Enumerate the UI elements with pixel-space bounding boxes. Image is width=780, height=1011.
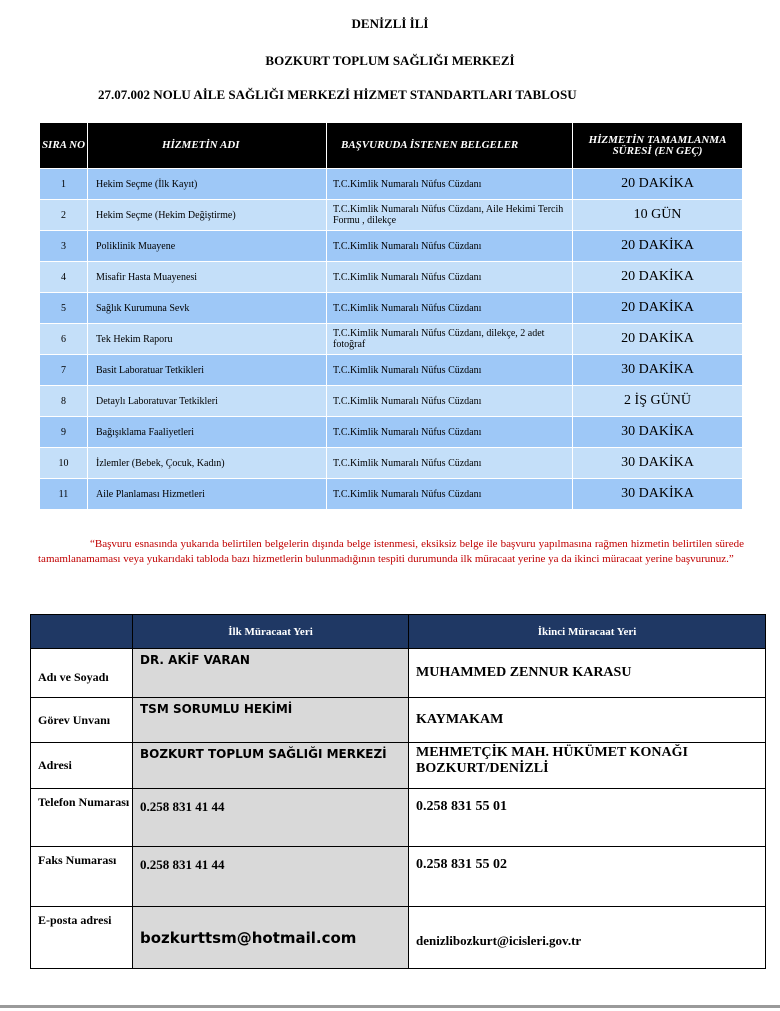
service-duration: 30 DAKİKA [573,417,743,448]
col-header-name: HİZMETİN ADI [88,123,327,169]
service-no: 7 [40,355,88,386]
province-title: DENİZLİ İLİ [351,16,429,31]
service-row [40,448,743,479]
service-docs: T.C.Kimlik Numaralı Nüfus Cüzdanı [327,293,573,324]
service-no: 3 [40,231,88,262]
service-docs: T.C.Kimlik Numaralı Nüfus Cüzdanı, Aile Hekimi Tercih Formu , dilekçe [327,200,573,231]
second-contact-email: denizlibozkurt@icisleri.gov.tr [409,907,766,969]
service-no: 5 [40,293,88,324]
second-contact-value: 0.258 831 55 02 [409,847,766,907]
contact-label: Telefon Numarası [31,789,133,847]
contact-row [31,789,766,847]
service-duration: 30 DAKİKA [573,479,743,510]
services-body [40,169,743,510]
service-row [40,479,743,510]
second-contact-value: 0.258 831 55 01 [409,789,766,847]
service-name: Poliklinik Muayene [88,231,327,262]
service-row [40,293,743,324]
contact-header-row [31,615,766,649]
service-name: Sağlık Kurumuna Sevk [88,293,327,324]
service-name: Basit Laboratuar Tetkikleri [88,355,327,386]
service-no: 9 [40,417,88,448]
service-docs: T.C.Kimlik Numaralı Nüfus Cüzdanı [327,448,573,479]
service-row [40,324,743,355]
first-contact-value: DR. AKİF VARAN [133,649,409,698]
contact-body [31,649,766,969]
service-no: 8 [40,386,88,417]
service-no: 6 [40,324,88,355]
contact-label: Adı ve Soyadı [31,649,133,698]
contact-row [31,847,766,907]
service-docs: T.C.Kimlik Numaralı Nüfus Cüzdanı, dilekçe, 2 adet fotoğraf [327,324,573,355]
service-docs: T.C.Kimlik Numaralı Nüfus Cüzdanı [327,386,573,417]
page-bottom-rule [0,1005,780,1008]
complaint-note: “Başvuru esnasında yukarıda belirtilen belgelerin dışında belge istenmesi, eksiksiz belge ile başvuru yapılmasına rağmen hizmetin belirtilen sürede tamamlanamaması veya yukarıdaki tabloda bazı hizmetlerin bulunmadığının tespiti durumunda ilk müracaat yerine ya da ikinci müracaat yerine başvurunuz.” [38,538,744,565]
first-contact-value: BOZKURT TOPLUM SAĞLIĞI MERKEZİ [133,743,409,789]
service-duration: 30 DAKİKA [573,355,743,386]
service-name: Hekim Seçme (İlk Kayıt) [88,169,327,200]
service-no: 4 [40,262,88,293]
service-name: Aile Planlaması Hizmetleri [88,479,327,510]
service-no: 11 [40,479,88,510]
second-contact-value: KAYMAKAM [409,698,766,743]
services-header-row [40,123,743,169]
contact-label: Faks Numarası [31,847,133,907]
service-docs: T.C.Kimlik Numaralı Nüfus Cüzdanı [327,417,573,448]
first-contact-value: 0.258 831 41 44 [133,847,409,907]
service-no: 2 [40,200,88,231]
service-docs: T.C.Kimlik Numaralı Nüfus Cüzdanı [327,479,573,510]
service-docs: T.C.Kimlik Numaralı Nüfus Cüzdanı [327,262,573,293]
col-header-duration: HİZMETİN TAMAMLANMA SÜRESİ (EN GEÇ) [573,123,743,169]
service-row [40,417,743,448]
service-name: Misafir Hasta Muayenesi [88,262,327,293]
service-duration: 30 DAKİKA [573,448,743,479]
contact-label: E-posta adresi [31,907,133,969]
service-row [40,355,743,386]
contact-row [31,907,766,969]
contact-label: Görev Unvanı [31,698,133,743]
second-contact-value: MUHAMMED ZENNUR KARASU [409,649,766,698]
table-title: 27.07.002 NOLU AİLE SAĞLIĞI MERKEZİ HİZMET STANDARTLARI TABLOSU [98,87,577,102]
col-header-no: SIRA NO [40,123,88,169]
contact-header-second: İkinci Müracaat Yeri [409,615,766,649]
service-row [40,262,743,293]
contact-row [31,743,766,789]
service-no: 1 [40,169,88,200]
contact-row [31,698,766,743]
services-table [39,122,743,510]
service-row [40,386,743,417]
first-contact-value: 0.258 831 41 44 [133,789,409,847]
contact-header-first: İlk Müracaat Yeri [133,615,409,649]
second-contact-value: MEHMETÇİK MAH. HÜKÜMET KONAĞI BOZKURT/DENİZLİ [409,743,766,789]
col-header-docs: BAŞVURUDA İSTENEN BELGELER [327,123,573,169]
service-no: 10 [40,448,88,479]
service-duration: 20 DAKİKA [573,262,743,293]
service-name: Bağışıklama Faaliyetleri [88,417,327,448]
service-duration: 20 DAKİKA [573,324,743,355]
service-duration: 20 DAKİKA [573,169,743,200]
contact-row [31,649,766,698]
first-contact-value: TSM SORUMLU HEKİMİ [133,698,409,743]
service-name: İzlemler (Bebek, Çocuk, Kadın) [88,448,327,479]
contact-header-blank [31,615,133,649]
service-docs: T.C.Kimlik Numaralı Nüfus Cüzdanı [327,355,573,386]
service-duration: 2 İŞ GÜNÜ [573,386,743,417]
service-name: Tek Hekim Raporu [88,324,327,355]
first-contact-email: bozkurttsm@hotmail.com [133,907,409,969]
service-name: Detaylı Laboratuvar Tetkikleri [88,386,327,417]
service-name: Hekim Seçme (Hekim Değiştirme) [88,200,327,231]
center-title: BOZKURT TOPLUM SAĞLIĞI MERKEZİ [265,53,515,68]
service-row [40,231,743,262]
service-row [40,169,743,200]
contact-table [30,614,766,969]
service-duration: 20 DAKİKA [573,293,743,324]
contact-label: Adresi [31,743,133,789]
service-docs: T.C.Kimlik Numaralı Nüfus Cüzdanı [327,169,573,200]
service-row [40,200,743,231]
service-duration: 20 DAKİKA [573,231,743,262]
service-docs: T.C.Kimlik Numaralı Nüfus Cüzdanı [327,231,573,262]
service-duration: 10 GÜN [573,200,743,231]
